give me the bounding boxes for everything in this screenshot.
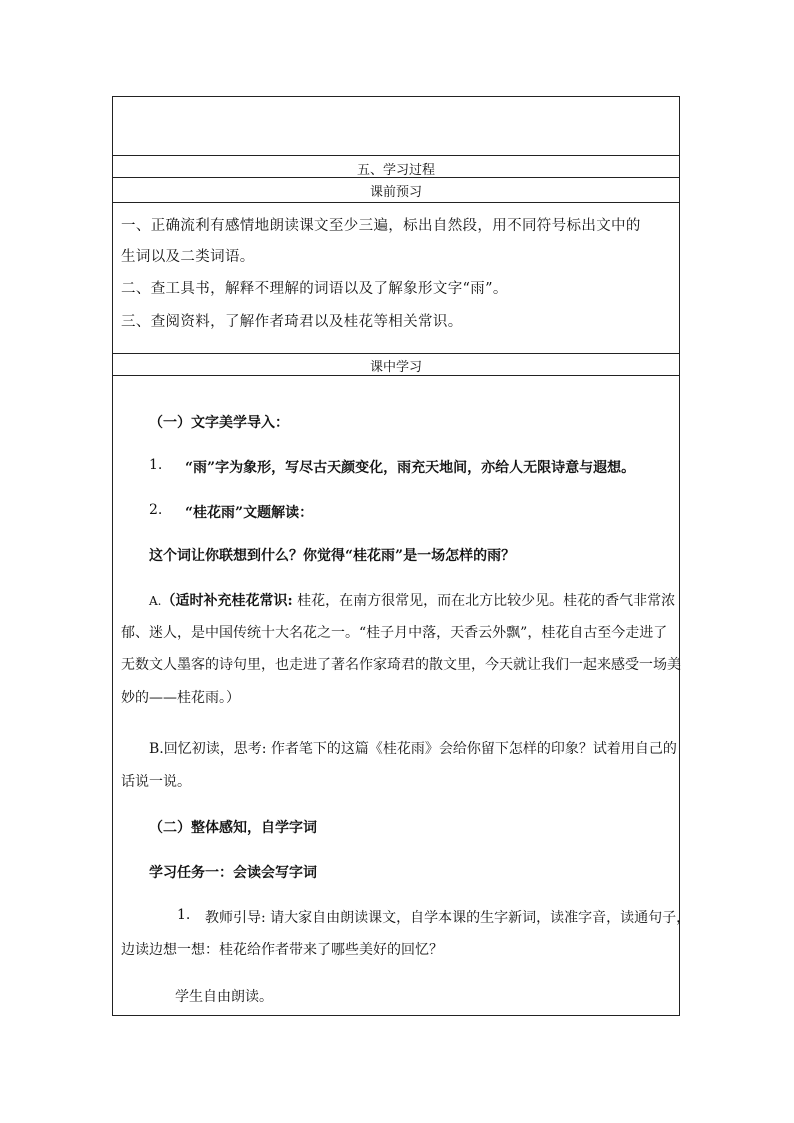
- task1-line-2: 边读边想一想：桂花给作者带来了哪些美好的回忆？: [121, 942, 443, 958]
- student-note: 学生自由朗读。: [175, 989, 273, 1005]
- task1-line-1: 教师引导: 请大家自由朗读课文，自学本课的生字新词，读准字音，读通句子，: [205, 910, 691, 926]
- note-a-line-4: 妙的——桂花雨。）: [121, 690, 240, 706]
- section-heading-1: （一）文字美学导入：: [149, 415, 289, 431]
- preview-item-1b: 生词以及二类词语。: [121, 249, 255, 265]
- row-divider: [113, 155, 679, 156]
- preview-item-2: 二、查工具书，解释不理解的词语以及了解象形文字“雨”。: [121, 281, 508, 297]
- preview-title: 课前预习: [369, 185, 422, 200]
- row-divider: [113, 202, 679, 203]
- row-divider: [113, 177, 679, 178]
- row-divider: [113, 375, 679, 376]
- item-2-number: 2.: [149, 502, 163, 518]
- row-divider: [113, 353, 679, 354]
- process-title: 五、学习过程: [356, 163, 435, 178]
- preview-item-3: 三、查阅资料，了解作者琦君以及桂花等相关常识。: [121, 314, 463, 330]
- item-2-text: “桂花雨”文题解读：: [185, 505, 314, 521]
- note-a-line-3: 无数文人墨客的诗句里，也走进了著名作家琦君的散文里，今天就让我们一起来感受一场美: [121, 657, 681, 673]
- note-a-bold: （适时补充桂花常识:: [161, 593, 293, 609]
- note-a-text: 桂花，在南方很常见，而在北方比较少见。桂花的香气非常浓: [292, 593, 676, 609]
- note-b-line-1: B.回忆初读，思考: 作者笔下的这篇《桂花雨》会给你留下怎样的印象？试着用自己的: [149, 741, 677, 757]
- item-1-text: “雨”字为象形，写尽古天颜变化，雨充天地间，亦给人无限诗意与遐想。: [185, 460, 636, 476]
- note-b-line-2: 话说一说。: [121, 774, 191, 790]
- task-heading-1: 学习任务一：会读会写字词: [149, 865, 317, 881]
- preview-item-1a: 一、正确流利有感情地朗读课文至少三遍，标出自然段，用不同符号标出文中的: [121, 218, 641, 234]
- lesson-table: [112, 96, 691, 1016]
- note-a-label: A.: [149, 594, 162, 608]
- note-a-line-2: 郁、迷人，是中国传统十大名花之一。“桂子月中落，天香云外飘”，桂花自古至今走进了: [121, 625, 668, 641]
- task1-number: 1.: [177, 907, 191, 923]
- note-a-line-1: [149, 590, 675, 610]
- question-text: 这个词让你联想到什么？你觉得“桂花雨”是一场怎样的雨？: [149, 548, 516, 564]
- section-heading-2: （二）整体感知，自学字词: [149, 820, 317, 836]
- inclass-title: 课中学习: [369, 360, 422, 375]
- item-1-number: 1.: [149, 457, 163, 473]
